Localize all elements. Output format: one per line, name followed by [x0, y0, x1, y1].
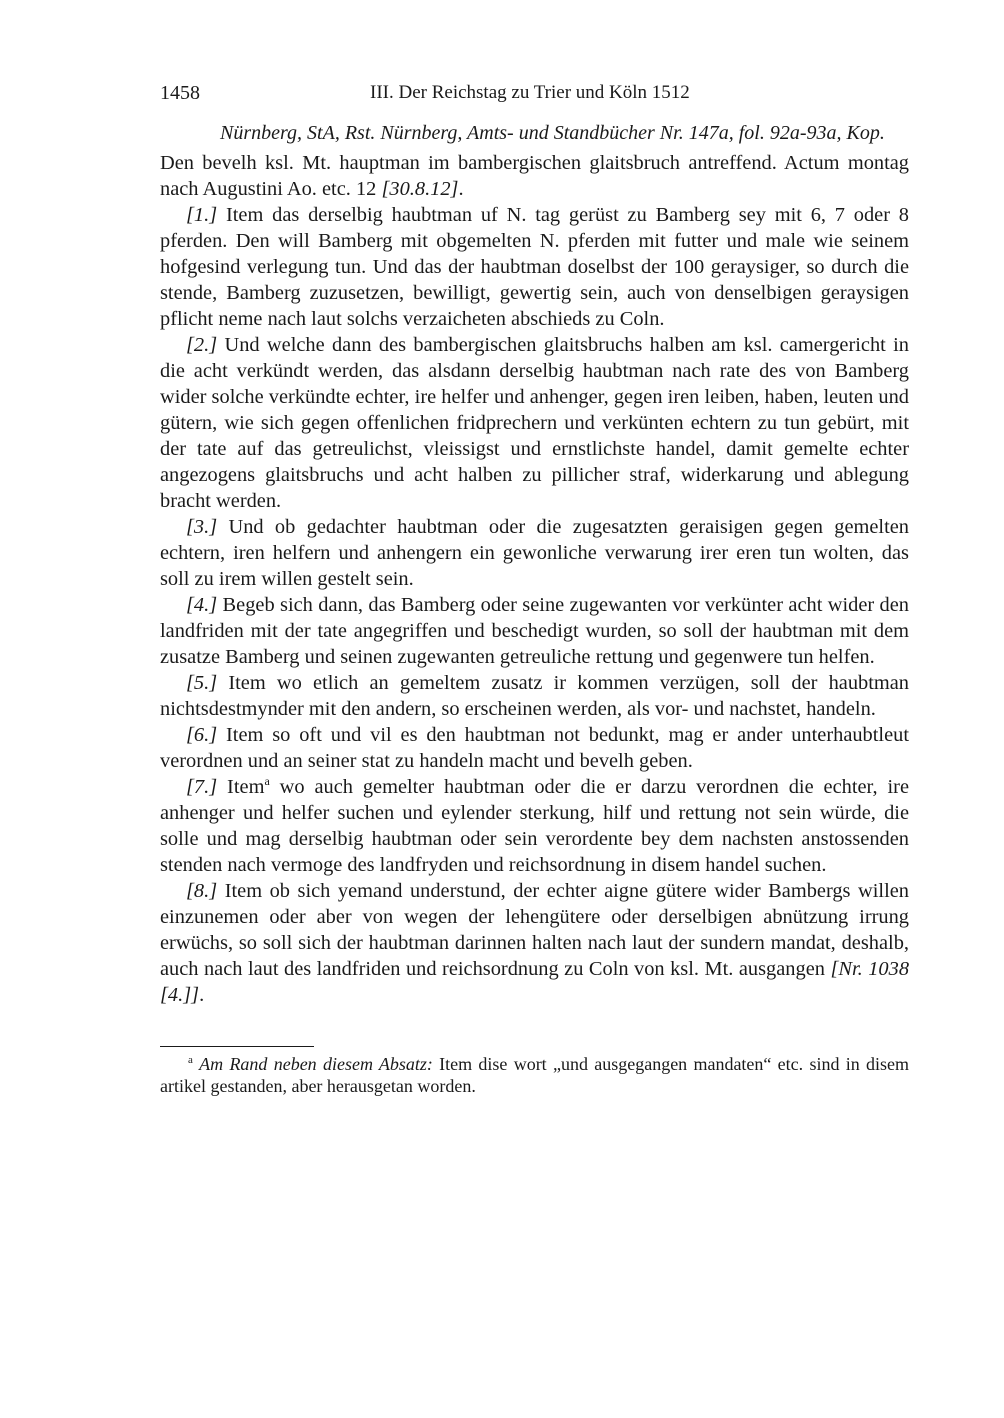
- article-text: Item ob sich yemand understund, der echter aigne gütere wider Bambergs willen einzunemen oder aber von wegen der lehengütere oder derselbigen abnützung irrung erwüchs, so soll sich der haubtman darinnen halten nach laut der sundern mandat, deshalb, auch nach laut des landfriden und reichsordnung zu Coln von ksl. Mt. ausgangen: [160, 880, 909, 980]
- intro-end: .: [458, 178, 464, 200]
- article-5: [160, 670, 909, 722]
- article-4: [160, 592, 909, 670]
- source-citation: Nürnberg, StA, Rst. Nürnberg, Amts- und Standbücher Nr. 147a, fol. 92a-93a, Kop.: [220, 122, 885, 144]
- page-number: 1458: [160, 82, 200, 104]
- article-text: Item wo etlich an gemeltem zusatz ir kommen verzügen, soll der haubtman nichtsdestmynder mit den andern, so erscheinen werden, als vor- und nachstet, handeln.: [160, 672, 909, 720]
- article-number: [4.]: [186, 594, 218, 616]
- document-body: [160, 150, 909, 1008]
- article-text: Begeb sich dann, das Bamberg oder seine zugewanten vor verkünter acht wider den landfriden mit der tate angegriffen und beschedigt wurden, so soll der haubtman mit dem zusatze Bamberg und seinen zugewanten getreuliche rettung und gegenwere tun helfen.: [160, 594, 909, 668]
- article-text: Item so oft und vil es den haubtman not bedunkt, mag er ander unterhaubtleut verordnen und an seiner stat zu handeln macht und bevelh geben.: [160, 724, 909, 772]
- article-8: [160, 878, 909, 1008]
- article-number: [6.]: [186, 724, 218, 746]
- article-number: [5.]: [186, 672, 218, 694]
- article-number: [7.]: [186, 776, 218, 798]
- running-title: III. Der Reichstag zu Trier und Köln 1512: [370, 82, 690, 103]
- footnote-reference[interactable]: a: [264, 774, 270, 789]
- article-6: [160, 722, 909, 774]
- document-page: [160, 76, 909, 1097]
- footnote-mark: a: [188, 1054, 193, 1066]
- intro-paragraph: [160, 150, 909, 202]
- article-number: [1.]: [186, 204, 218, 226]
- cross-reference: [Nr. 1038 [4.]]: [160, 958, 910, 1006]
- article-number: [3.]: [186, 516, 218, 538]
- article-end: .: [199, 984, 205, 1006]
- article-number: [2.]: [186, 334, 218, 356]
- article-3: [160, 514, 909, 592]
- footnote-divider: [160, 1046, 314, 1047]
- article-1: [160, 202, 909, 332]
- article-7: [160, 774, 909, 878]
- article-2: [160, 332, 909, 514]
- intro-text: Den bevelh ksl. Mt. hauptman im bambergischen glaitsbruch antreffend. Actum montag nach Augustini Ao. etc. 12: [160, 152, 909, 200]
- footnote-a: [160, 1053, 909, 1097]
- article-number: [8.]: [186, 880, 218, 902]
- article-text: Item das derselbig haubtman uf N. tag gerüst zu Bamberg sey mit 6, 7 oder 8 pferden. Den will Bamberg mit obgemelten N. pferden mit futter und male wie seinem hofgesind verlegung tun. Und das der haubtman doselbst der 100 geraysiger, so durch die stende, Bamberg zuzusetzen, bewilligt, gewertig sein, auch von denselbigen geraysigen pflicht neme nach laut solchs verzaicheten abschieds zu Coln.: [160, 204, 909, 330]
- article-text: wo auch gemelter haubtman oder die er darzu verordnen die echter, ire anhenger und helfer suchen und eylender sterkung, hilf und rettung not sein würde, die solle und mag derselbig haubtman oder sein verordente bey dem nachsten anstossenden stenden nach vermoge des landfryden und reichsordnung in disem handel suchen.: [160, 776, 909, 876]
- article-lead: Item: [217, 776, 265, 798]
- footnote-label: Am Rand neben diesem Absatz:: [199, 1054, 433, 1074]
- article-text: Und welche dann des bambergischen glaitsbruchs halben am ksl. camergericht in die acht verkündt werden, das alsdann derselbig haubtman nach rate des von Bamberg wider solche verkündte echter, ire helfer und anhenger, gegen iren leiben, haben, leuten und gütern, wie sich gegen offenlichen fridprechern und verkünten echtern zu tun gebürt, mit der tate auf das getreulichst, vleissigst und ernstlichste handel, damit gemelte echter angezogens glaitsbruchs und acht halben zu pillicher straf, widerkarung und ablegung bracht werden.: [160, 334, 909, 512]
- footnote-text: Item dise wort „und ausgegangen mandaten“ etc. sind in disem artikel gestanden, aber herausgetan worden.: [160, 1054, 909, 1096]
- intro-date: [30.8.12]: [381, 178, 459, 200]
- article-text: Und ob gedachter haubtman oder die zugesatzten geraisigen gegen gemelten echtern, iren helfern und anhengern ein gewonliche verwarung irer eren tun wolten, das soll zu irem willen gestelt sein.: [160, 516, 909, 590]
- running-head: [160, 76, 909, 110]
